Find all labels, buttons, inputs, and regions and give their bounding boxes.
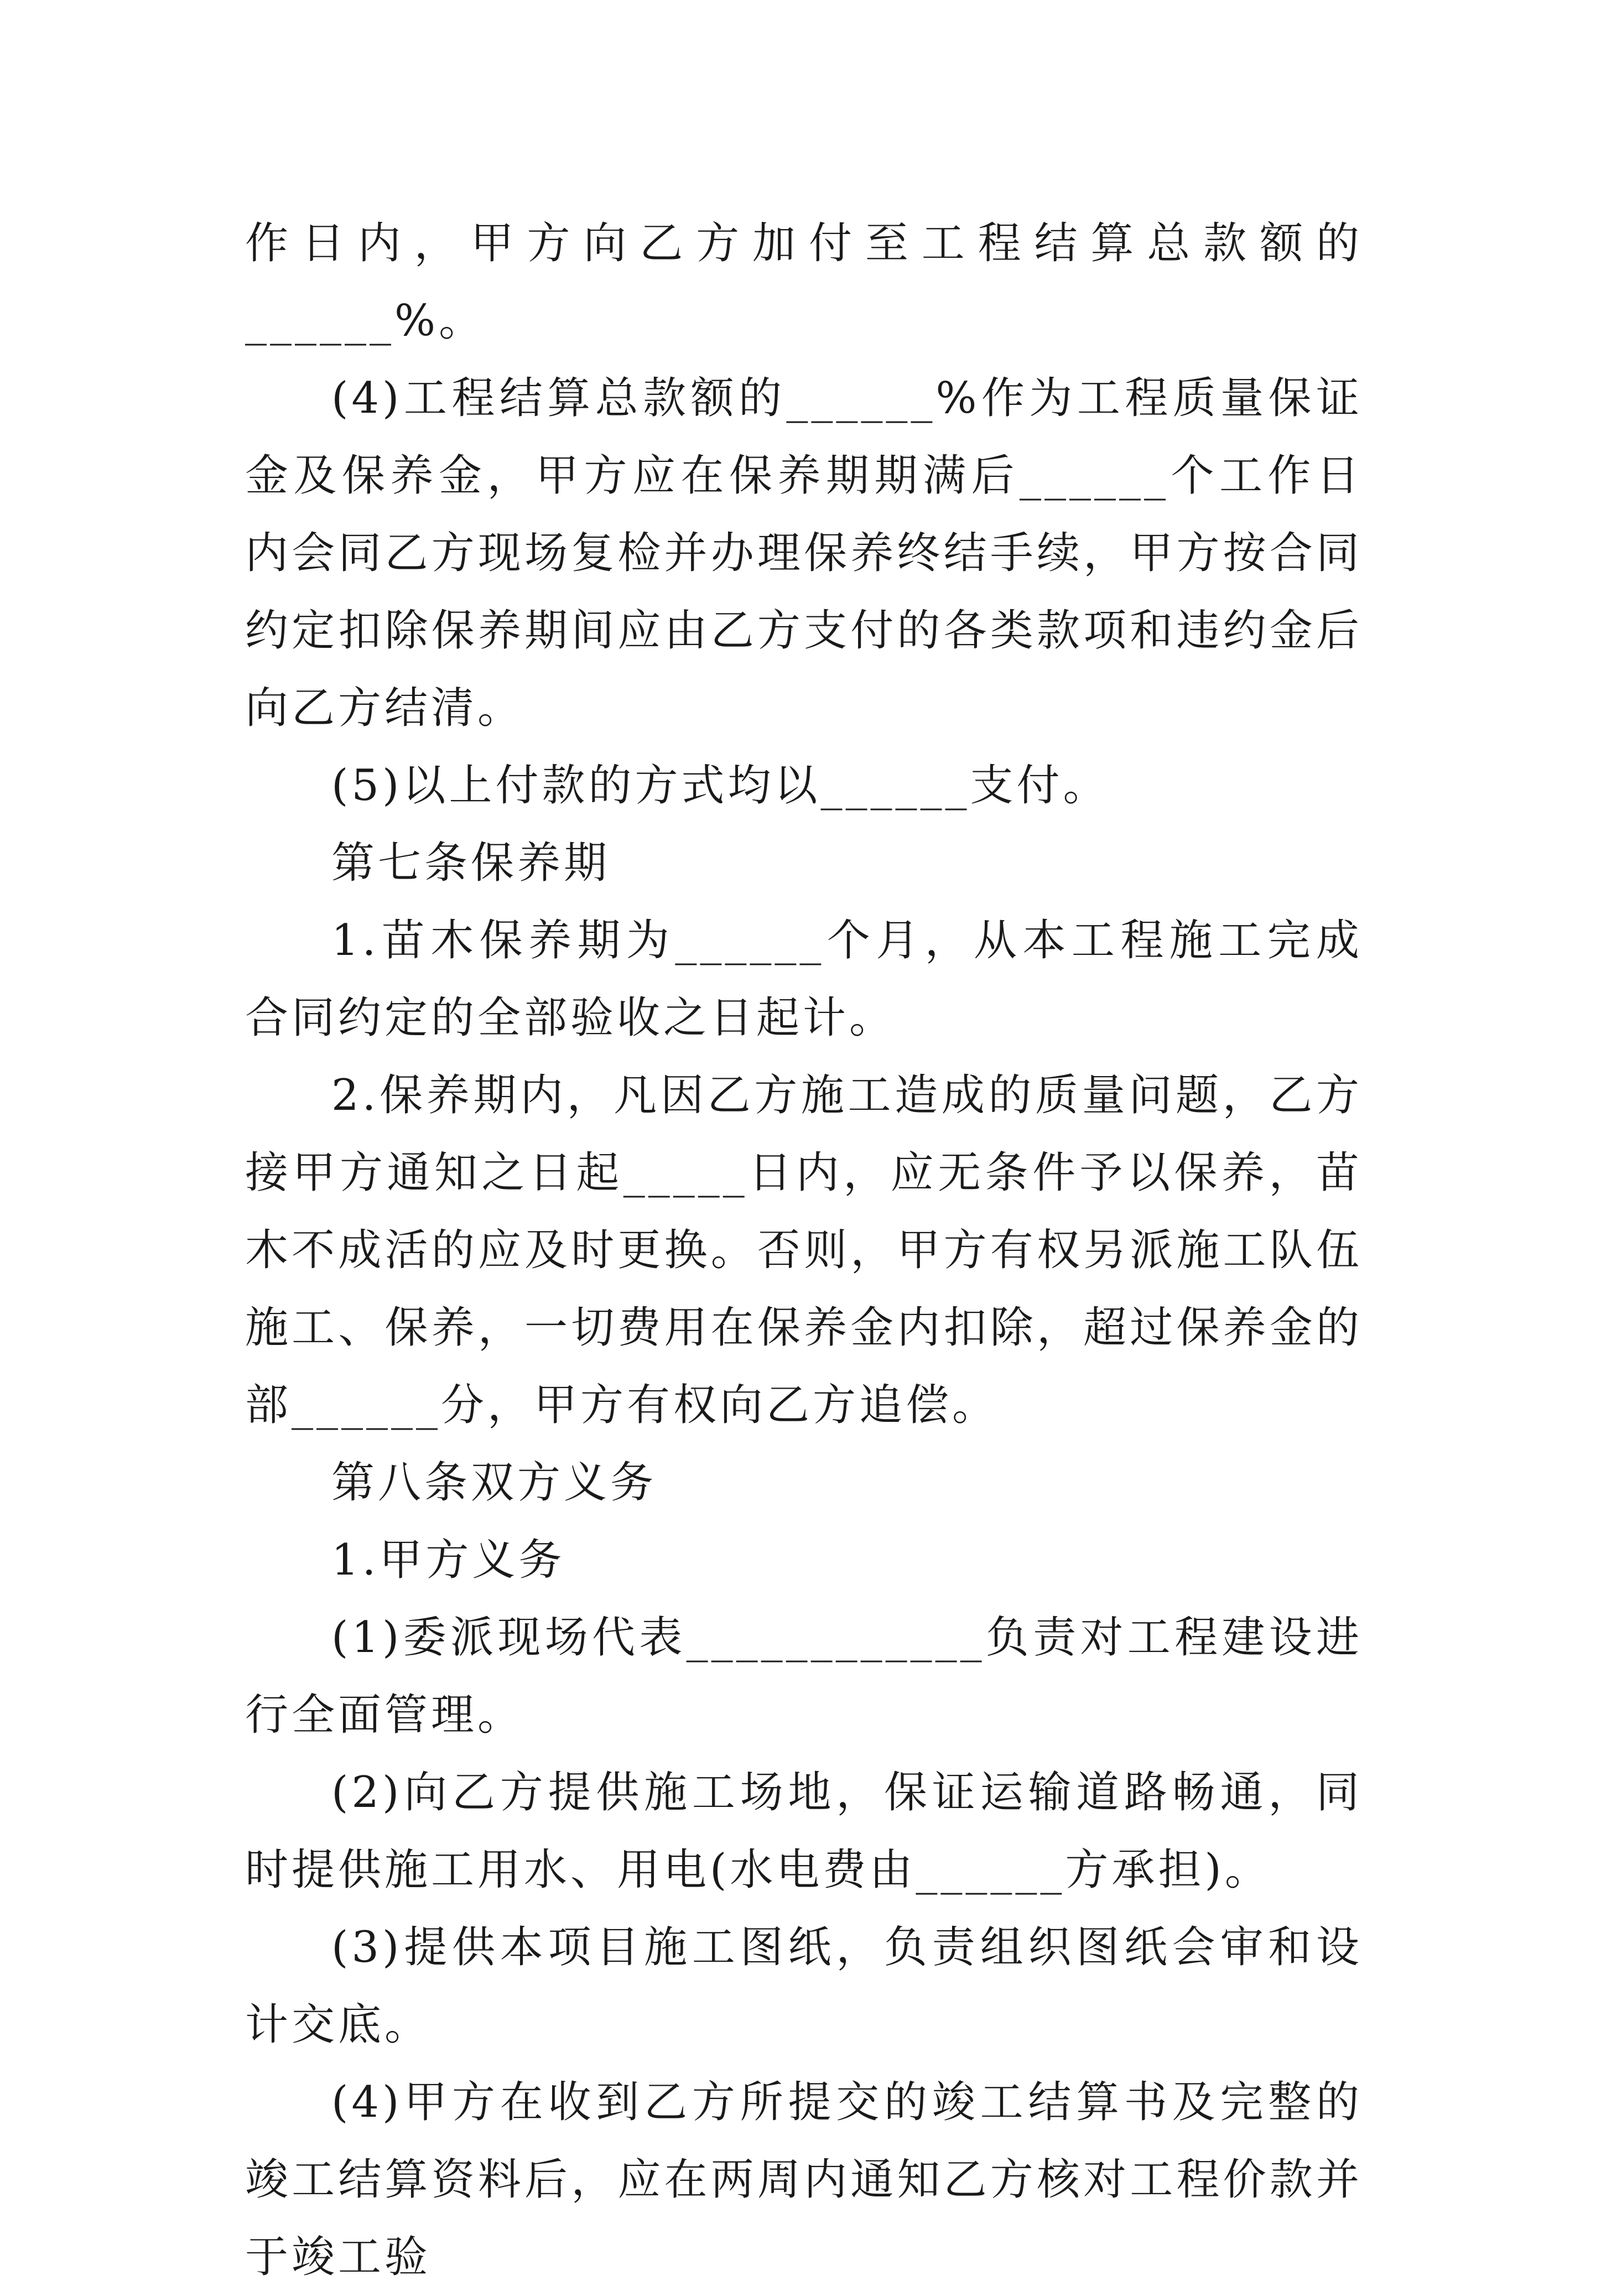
heading-article-7: 第七条保养期	[331, 838, 611, 888]
heading-party-a-obligations: 1.甲方义务	[331, 1535, 565, 1585]
paragraph-warranty-deposit: (4)工程结算总款额的______%作为工程质量保证金及保养金，甲方应在保养期期满后______个工作日内会同乙方现场复检并办理保养终结手续，甲方按合同约定扣除保养期间应由乙方支付的各类款项和违约金后向乙方结清。	[245, 373, 1363, 733]
paragraph-site-provision: (2)向乙方提供施工场地，保证运输道路畅通，同时提供施工用水、用电(水电费由______方承担)。	[245, 1768, 1363, 1895]
paragraph-drawings: (3)提供本项目施工图纸，负责组织图纸会审和设计交底。	[245, 1923, 1363, 2050]
paragraph-site-representative: (1)委派现场代表____________负责对工程建设进行全面管理。	[245, 1613, 1363, 1740]
paragraph-payment-continuation: 作日内，甲方向乙方加付至工程结算总款额的______%。	[245, 219, 1363, 346]
heading-article-8: 第八条双方义务	[331, 1458, 657, 1508]
paragraph-payment-method: (5)以上付款的方式均以______支付。	[331, 761, 1110, 811]
paragraph-settlement-review: (4)甲方在收到乙方所提交的竣工结算书及完整的竣工结算资料后，应在两周内通知乙方核对工程价款并于竣工验	[245, 2077, 1363, 2282]
document-body	[245, 205, 1363, 2296]
paragraph-maintenance-obligations: 2.保养期内，凡因乙方施工造成的质量问题，乙方接甲方通知之日起_____日内，应无条件予以保养，苗木不成活的应及时更换。否则，甲方有权另派施工队伍施工、保养，一切费用在保养金内扣除，超过保养金的部______分，甲方有权向乙方追偿。	[245, 1071, 1363, 1430]
paragraph-maintenance-period: 1.苗木保养期为______个月，从本工程施工完成合同约定的全部验收之日起计。	[245, 916, 1363, 1043]
